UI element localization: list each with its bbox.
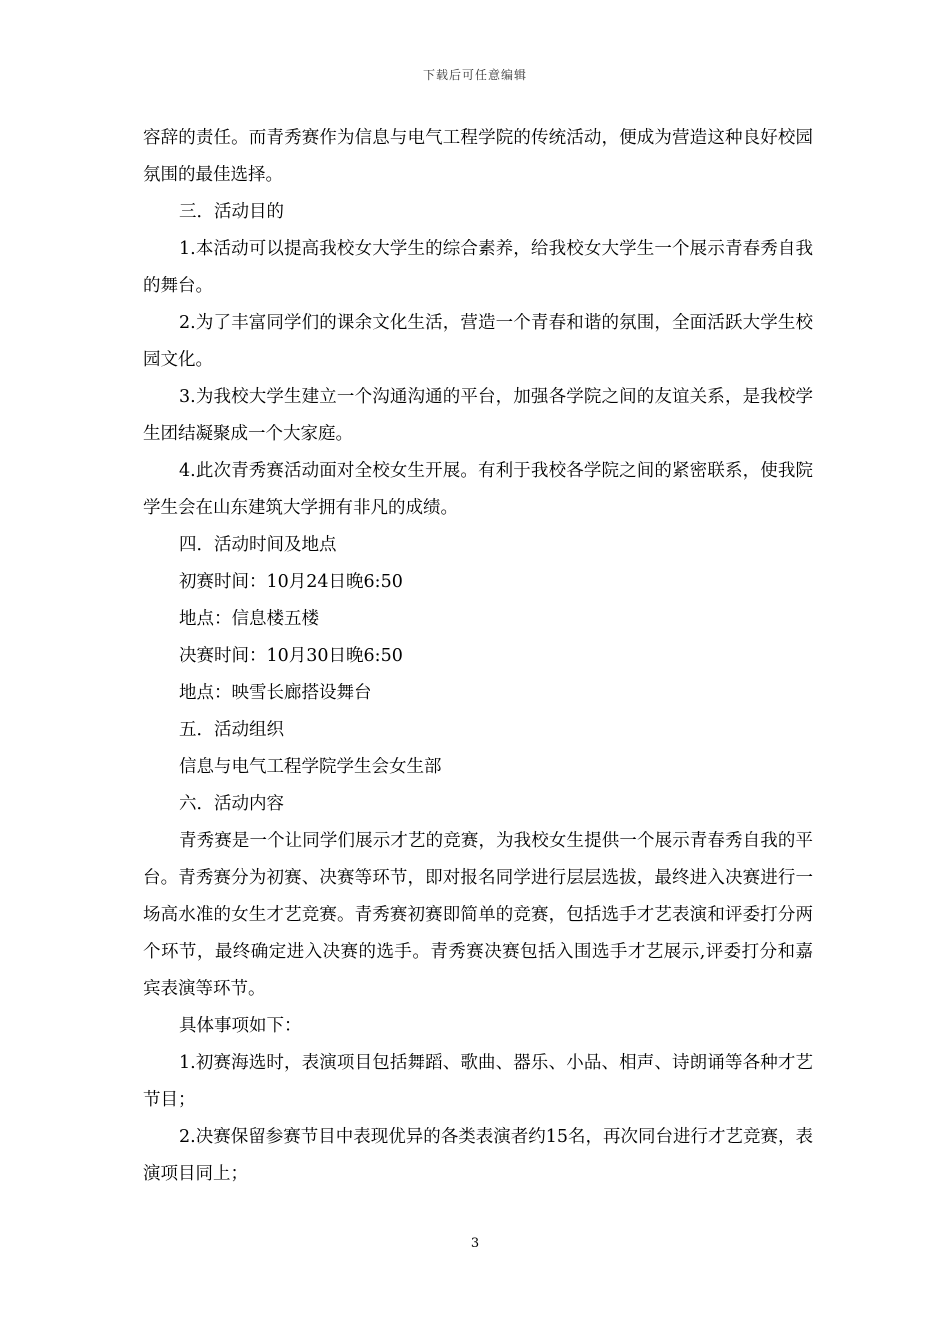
document-body: [143, 120, 813, 1193]
header-note: 下载后可任意编辑: [422, 68, 527, 82]
page-number: 3: [470, 1236, 480, 1251]
section-heading-objectives: 三．活动目的: [179, 202, 284, 222]
paragraph: 3.为我校大学生建立一个沟通沟通的平台，加强各学院之间的友谊关系，是我校学生团结凝聚成一个大家庭。: [143, 387, 813, 444]
final-time: 决赛时间：10月30日晚6:50: [179, 646, 403, 666]
paragraph: 容辞的责任。而青秀赛作为信息与电气工程学院的传统活动，便成为营造这种良好校园氛围的最佳选择。: [143, 128, 813, 185]
organizer: 信息与电气工程学院学生会女生部: [179, 757, 442, 777]
preliminary-place: 地点：信息楼五楼: [179, 609, 319, 629]
paragraph: 青秀赛是一个让同学们展示才艺的竞赛，为我校女生提供一个展示青春秀自我的平台。青秀赛分为初赛、决赛等环节，即对报名同学进行层层选拔，最终进入决赛进行一场高水准的女生才艺竞赛。青秀赛初赛即简单的竞赛，包括选手才艺表演和评委打分两个环节，最终确定进入决赛的选手。青秀赛决赛包括入围选手才艺展示,评委打分和嘉宾表演等环节。: [143, 831, 813, 999]
paragraph: 1.初赛海选时，表演项目包括舞蹈、歌曲、器乐、小品、相声、诗朗诵等各种才艺节目；: [143, 1053, 813, 1110]
paragraph: 1.本活动可以提高我校女大学生的综合素养，给我校女大学生一个展示青春秀自我的舞台。: [143, 239, 813, 296]
section-heading-organization: 五．活动组织: [179, 720, 284, 740]
preliminary-time: 初赛时间：10月24日晚6:50: [179, 572, 403, 592]
section-heading-time-place: 四．活动时间及地点: [179, 535, 337, 555]
final-place: 地点：映雪长廊搭设舞台: [179, 683, 372, 703]
paragraph: 2.决赛保留参赛节目中表现优异的各类表演者约15名，再次同台进行才艺竞赛，表演项目同上；: [143, 1127, 813, 1184]
paragraph: 4.此次青秀赛活动面对全校女生开展。有利于我校各学院之间的紧密联系，使我院学生会在山东建筑大学拥有非凡的成绩。: [143, 461, 813, 518]
section-heading-content: 六．活动内容: [179, 794, 284, 814]
paragraph: 具体事项如下：: [179, 1016, 302, 1036]
paragraph: 2.为了丰富同学们的课余文化生活，营造一个青春和谐的氛围，全面活跃大学生校园文化。: [143, 313, 813, 370]
